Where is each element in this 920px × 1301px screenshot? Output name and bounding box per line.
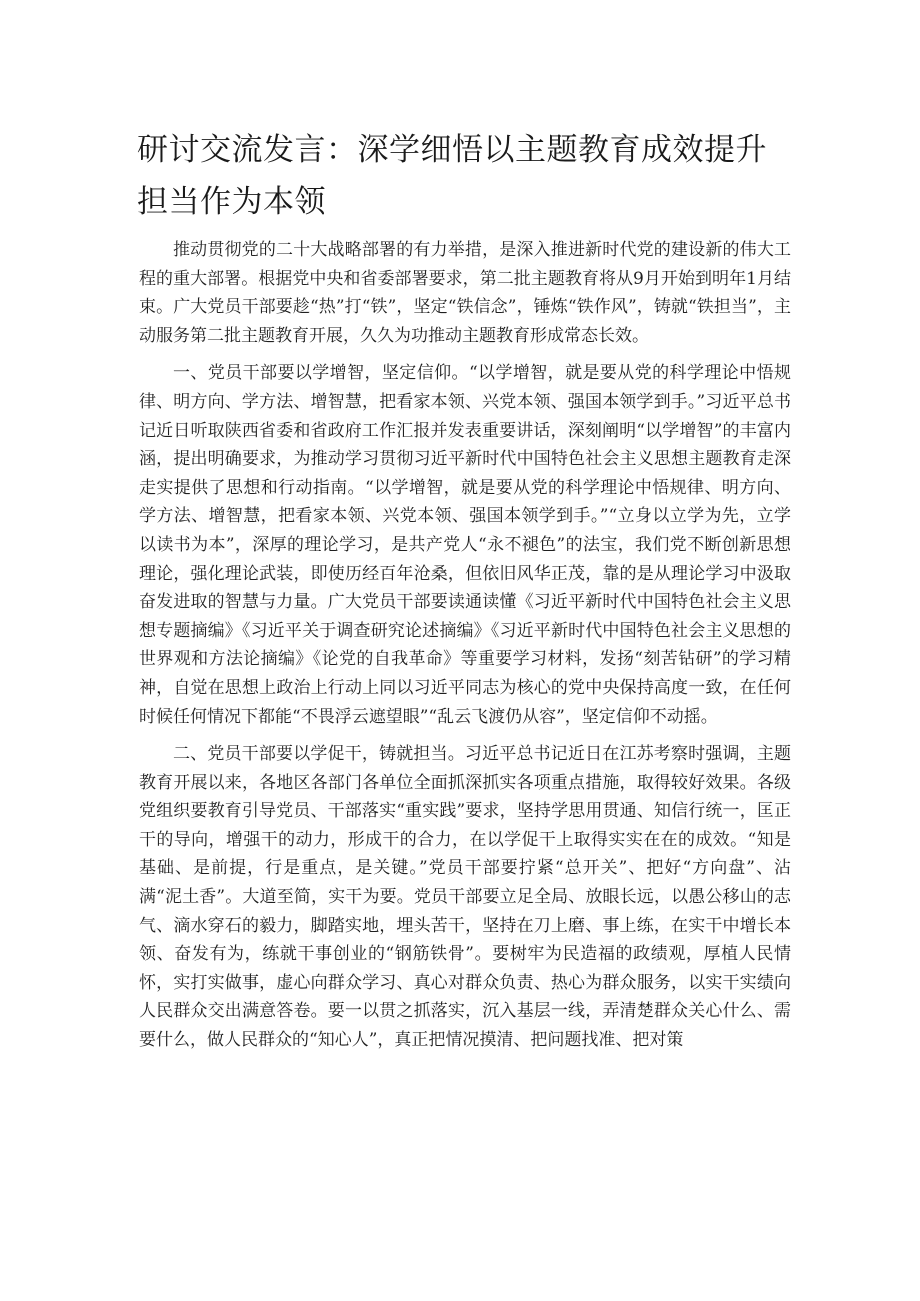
document-title: 研讨交流发言：深学细悟以主题教育成效提升担当作为本领 <box>137 132 767 220</box>
paragraph-section-one: 一、党员干部要以学增智，坚定信仰。“以学增智，就是要从党的科学理论中悟规律、明方向、学方法、增智慧，把看家本领、兴党本领、强国本领学到手。”习近平总书记近日听取陕西省委和省政府工作汇报并发表重要讲话，深刻阐明“以学增智”的丰富内涵，提出明确要求，为推动学习贯彻习近平新时代中国特色社会主义思想主题教育走深走实提供了思想和行动指南。“以学增智，就是要从党的科学理论中悟规律、明方向、学方法、增智慧，把看家本领、兴党本领、强国本领学到手。”“立身以立学为先，立学以读书为本”，深厚的理论学习，是共产党人“永不褪色”的法宝，我们党不断创新思想理论，强化理论武装，即使历经百年沧桑，但依旧风华正茂，靠的是从理论学习中汲取奋发进取的智慧与力量。广大党员干部要读通读懂《习近平新时代中国特色社会主义思想专题摘编》《习近平关于调查研究论述摘编》《习近平新时代中国特色社会主义思想的世界观和方法论摘编》《论党的自我革命》等重要学习材料，发扬“刻苦钻研”的学习精神，自觉在思想上政治上行动上同以习近平同志为核心的党中央保持高度一致，在任何时候任何情况下都能“不畏浮云遮望眼”“乱云飞渡仍从容”，坚定信仰不动摇。 <box>139 363 791 727</box>
document-body <box>139 236 791 1064</box>
paragraph-intro: 推动贯彻党的二十大战略部署的有力举措，是深入推进新时代党的建设新的伟大工程的重大部署。根据党中央和省委部署要求，第二批主题教育将从9月开始到明年1月结束。广大党员干部要趁“热”打“铁”，坚定“铁信念”，锤炼“铁作风”，铸就“铁担当”，主动服务第二批主题教育开展，久久为功推动主题教育形成常态长效。 <box>139 240 791 346</box>
paragraph-section-two: 二、党员干部要以学促干，铸就担当。习近平总书记近日在江苏考察时强调，主题教育开展以来，各地区各部门各单位全面抓深抓实各项重点措施，取得较好效果。各级党组织要教育引导党员、干部落实“重实践”要求，坚持学思用贯通、知信行统一，匡正干的导向，增强干的动力，形成干的合力，在以学促干上取得实实在在的成效。“知是基础、是前提，行是重点，是关键。”党员干部要拧紧“总开关”、把好“方向盘”、沾满“泥土香”。大道至简，实干为要。党员干部要立足全局、放眼长远，以愚公移山的志气、滴水穿石的毅力，脚踏实地，埋头苦干，坚持在刀上磨、事上练，在实干中增长本领、奋发有为，练就干事创业的“钢筋铁骨”。要树牢为民造福的政绩观，厚植人民情怀，实打实做事，虚心向群众学习、真心对群众负责、热心为群众服务，以实干实绩向人民群众交出满意答卷。要一以贯之抓落实，沉入基层一线，弄清楚群众关心什么、需要什么，做人民群众的“知心人”，真正把情况摸清、把问题找准、把对策 <box>139 744 791 1051</box>
